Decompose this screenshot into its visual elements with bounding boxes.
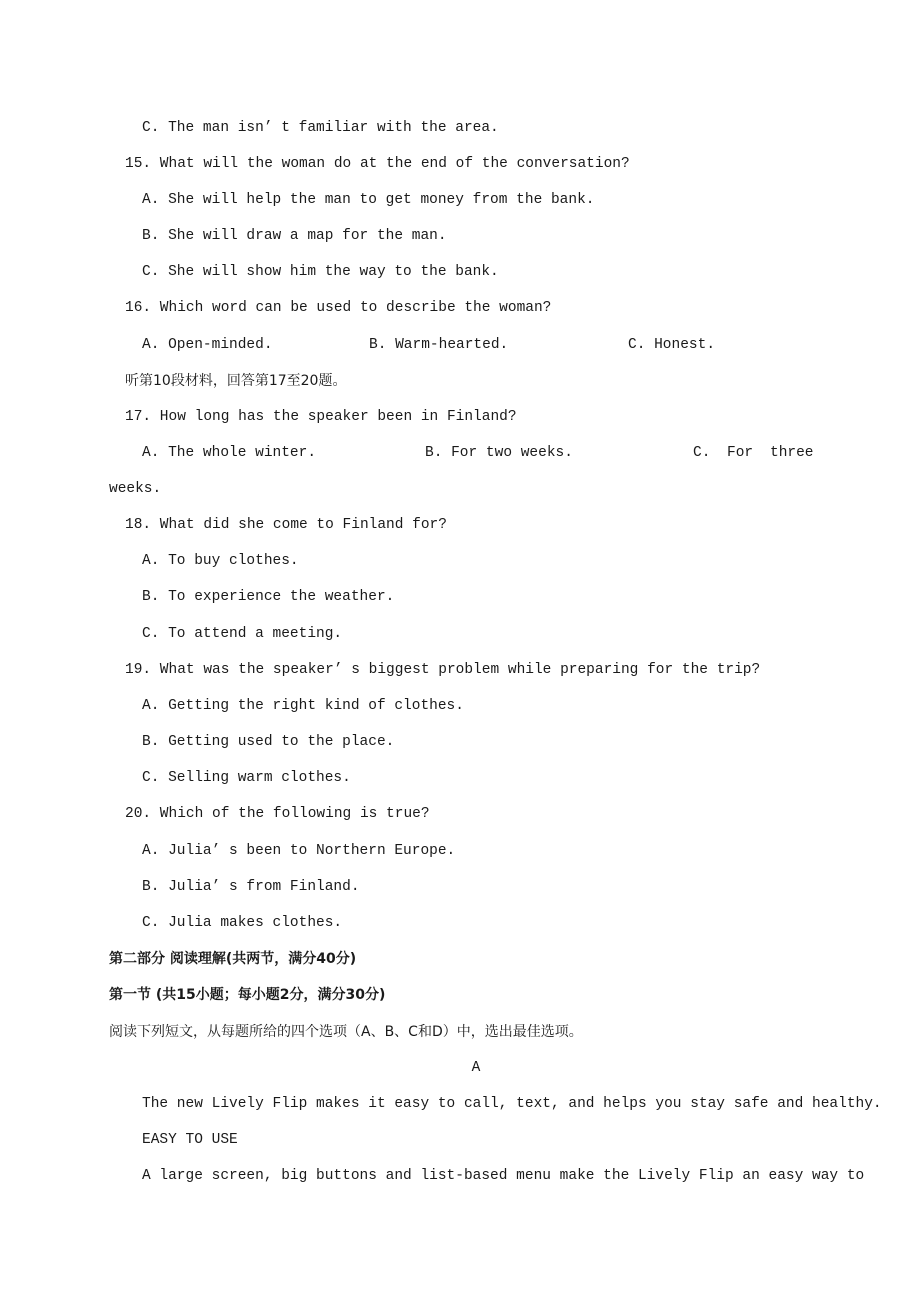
q16-question: 16. Which word can be used to describe the woman? xyxy=(125,300,552,316)
q15-option-b: B. She will draw a map for the man. xyxy=(142,228,447,244)
q16-option-b: B. Warm-hearted. xyxy=(369,337,509,353)
q16-option-c: C. Honest. xyxy=(628,337,716,353)
q19-option-b: B. Getting used to the place. xyxy=(142,734,395,750)
q20-option-a: A. Julia’ s been to Northern Europe. xyxy=(142,843,456,859)
q14-option-c: C. The man isn’ t familiar with the area. xyxy=(142,120,499,136)
q15-option-a: A. She will help the man to get money from the bank. xyxy=(142,192,595,208)
q17-option-c-label: C. xyxy=(693,445,711,461)
q17-option-a: A. The whole winter. xyxy=(142,445,317,461)
q18-option-b: B. To experience the weather. xyxy=(142,589,395,605)
passage-label: A xyxy=(471,1060,481,1076)
section1-heading: 第一节 (共15小题；每小题2分，满分30分) xyxy=(109,987,386,1003)
q18-option-a: A. To buy clothes. xyxy=(142,553,299,569)
q20-question: 20. Which of the following is true? xyxy=(125,806,430,822)
part2-heading: 第二部分 阅读理解(共两节，满分40分) xyxy=(109,951,357,967)
q17-question: 17. How long has the speaker been in Finland? xyxy=(125,409,517,425)
q19-option-c: C. Selling warm clothes. xyxy=(142,770,351,786)
q20-option-b: B. Julia’ s from Finland. xyxy=(142,879,360,895)
q18-option-c: C. To attend a meeting. xyxy=(142,626,343,642)
q17-option-c-wrap: weeks. xyxy=(109,481,162,497)
reading-instruction: 阅读下列短文，从每题所给的四个选项（A、B、C和D）中，选出最佳选项。 xyxy=(109,1024,583,1040)
q16-option-a: A. Open-minded. xyxy=(142,337,273,353)
listening-instruction: 听第10段材料，回答第17至20题。 xyxy=(125,373,347,389)
q17-option-c-word2: three xyxy=(770,445,814,461)
q19-question: 19. What was the speaker’ s biggest problem while preparing for the trip? xyxy=(125,662,761,678)
q15-question: 15. What will the woman do at the end of the conversation? xyxy=(125,156,630,172)
q15-option-c: C. She will show him the way to the bank. xyxy=(142,264,499,280)
q19-option-a: A. Getting the right kind of clothes. xyxy=(142,698,464,714)
passage-body-line: A large screen, big buttons and list-based menu make the Lively Flip an easy way to xyxy=(142,1168,865,1184)
passage-intro: The new Lively Flip makes it easy to call, text, and helps you stay safe and healthy. xyxy=(142,1096,882,1112)
q20-option-c: C. Julia makes clothes. xyxy=(142,915,343,931)
passage-subheading: EASY TO USE xyxy=(142,1132,238,1148)
q18-question: 18. What did she come to Finland for? xyxy=(125,517,447,533)
q17-option-c-word1: For xyxy=(727,445,754,461)
q17-option-b: B. For two weeks. xyxy=(425,445,573,461)
